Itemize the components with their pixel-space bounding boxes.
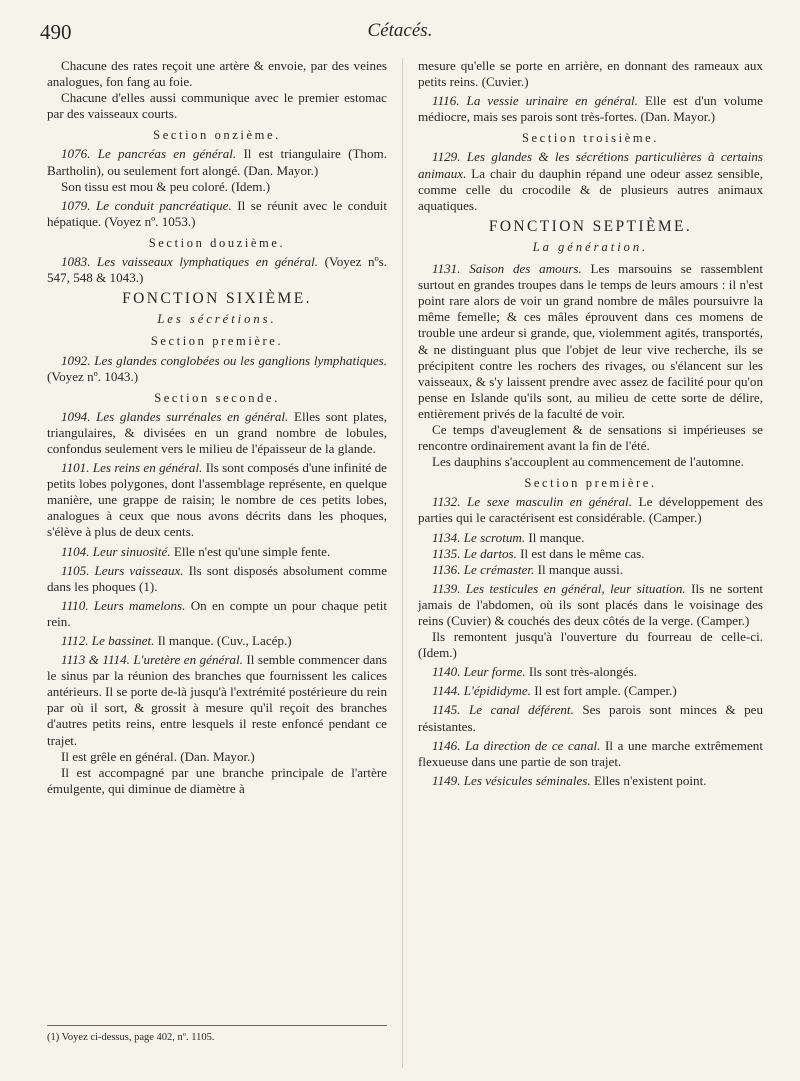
paragraph: Son tissu est mou & peu coloré. (Idem.) — [61, 178, 271, 194]
entry-heading: 1136. Le crémaster. — [432, 561, 535, 577]
entry-1105 — [47, 563, 387, 595]
entry-1135 — [418, 546, 763, 562]
entry-1116 — [418, 93, 763, 125]
paragraph: Les dauphins s'accouplent au commencement de l'automne. — [432, 454, 744, 470]
entry-text: Elle n'est qu'une simple fente. — [170, 543, 331, 559]
entry-1146 — [418, 738, 763, 770]
entry-text: Il est fort ample. (Camper.) — [530, 683, 677, 699]
entry-heading: 1129. Les glandes & les sécrétions particulières à certains animaux. — [418, 149, 763, 181]
entry-1110 — [47, 598, 387, 630]
entry-heading: 1079. Le conduit pancréatique. — [61, 197, 232, 213]
entry-1145 — [418, 702, 763, 734]
entry-heading: 1092. Les glandes conglobées ou les ganglions lymphatiques. — [61, 352, 387, 368]
section-title: Section seconde. — [154, 390, 280, 405]
entry-heading: 1145. Le canal déférent. — [432, 702, 574, 718]
entry-1112 — [47, 633, 387, 649]
entry-text: Le développement des parties qui le caractérisent est considérable. (Camper.) — [418, 494, 764, 526]
paragraph: mesure qu'elle se porte en arrière, en donnant des rameaux aux petits reins. (Cuvier.) — [418, 58, 763, 90]
entry-heading: 1113 & 1114. L'uretère en général. — [61, 652, 243, 668]
entry-1140 — [418, 664, 763, 680]
entry-heading: 1135. Le dartos. — [432, 545, 517, 561]
entry-1129 — [418, 149, 763, 213]
entry-heading: 1116. La vessie urinaire en général. — [432, 93, 638, 109]
entry-1131 — [418, 261, 763, 422]
footnote: (1) Voyez ci-dessus, page 402, nº. 1105. — [47, 1032, 215, 1043]
entry-text: Ils sont composés d'une infinité de petits lobes polygones, dont l'assemblage représente, en quelque manière, une grappe de raisin; le nombre de ces petits lobes, analogues à ceux que nous avons décrits dans les phoques, s'élève à plus de deux cents. — [47, 460, 387, 540]
paragraph: Ce temps d'aveuglement & de sensations si impérieuses se rencontre ordinairement avant la fin de l'été. — [418, 421, 763, 454]
entry-1149 — [418, 773, 763, 789]
entry-1134 — [418, 530, 763, 546]
entry-text: Ils ne sortent jamais de l'abdomen, où ils sont placés dans le voisinage des reins (Cuvier) & couchés des deux côtés de la verge. (Camper.) — [418, 580, 763, 628]
section-title: Section première. — [524, 476, 657, 491]
entry-heading: 1101. Les reins en général. — [61, 460, 203, 476]
entry-heading: 1131. Saison des amours. — [432, 261, 582, 277]
entry-text: La chair du dauphin répand une odeur assez sensible, comme celle du crocodile & de plusieurs autres animaux aquatiques. — [418, 165, 763, 213]
paragraph: Chacune des rates reçoit une artère & envoie, par des veines analogues, fon fang au foie. — [47, 58, 387, 90]
function-subtitle: Les sécrétions. — [157, 312, 277, 327]
right-column — [418, 58, 763, 789]
entry-text: Ils sont disposés absolument comme dans les phoques (1). — [47, 562, 388, 594]
entry-heading: 1105. Leurs vaisseaux. — [61, 562, 184, 578]
entry-heading: 1104. Leur sinuosité. — [61, 543, 171, 559]
entry-1092 — [47, 353, 387, 385]
entry-text: Il manque aussi. — [534, 561, 624, 577]
footnote-rule — [47, 1025, 387, 1026]
entry-text: Il se réunit avec le conduit hépatique. (Voyez nº. 1053.) — [47, 197, 388, 229]
entry-1113 — [47, 652, 387, 749]
entry-text: Il est dans le même cas. — [516, 545, 645, 561]
entry-1139 — [418, 581, 763, 629]
entry-text: Il est triangulaire (Thom. Bartholin), ou seulement fort alongé. (Dan. Mayor.) — [47, 146, 387, 178]
entry-1104 — [47, 544, 387, 560]
function-title: FONCTION SIXIÈME. — [122, 290, 312, 308]
function-title: FONCTION SEPTIÈME. — [488, 217, 693, 235]
entry-text: Elles sont plates, triangulaires, & divisées en un grand nombre de lobules, confondus seulement vers le milieu de l'épaisseur de la glande. — [47, 408, 387, 456]
entry-text: Elle est d'un volume médiocre, mais ses parois sont très-fortes. (Dan. Mayor.) — [418, 93, 763, 125]
entry-heading: 1112. Le bassinet. — [61, 633, 155, 648]
entry-1136 — [418, 562, 763, 578]
entry-1101 — [47, 460, 387, 540]
entry-heading: 1149. Les vésicules séminales. — [432, 772, 591, 788]
entry-heading: 1144. L'épididyme. — [432, 683, 531, 699]
entry-1132 — [418, 494, 763, 526]
section-title: Section première. — [150, 334, 284, 349]
entry-heading: 1132. Le sexe masculin en général. — [432, 494, 632, 510]
entry-heading: 1110. Leurs mamelons. — [61, 597, 186, 613]
paragraph: Ils remontent jusqu'à l'ouverture du fourreau de celle-ci. (Idem.) — [418, 629, 763, 661]
entry-1083 — [47, 254, 387, 286]
entry-text: Elles n'existent point. — [590, 772, 707, 788]
entry-1076 — [47, 146, 387, 178]
running-head: Cétacés. — [367, 20, 433, 41]
section-title: Section troisième. — [521, 131, 660, 146]
entry-1079 — [47, 198, 387, 230]
paragraph: Chacune d'elles aussi communique avec le premier estomac par des vaisseaux courts. — [47, 90, 387, 122]
entry-heading: 1139. Les testicules en général, leur situation. — [432, 580, 686, 596]
paragraph: Il est grêle en général. (Dan. Mayor.) — [61, 748, 255, 764]
column-divider — [402, 58, 403, 1068]
entry-text: Il a une marche extrêmement flexueuse dans une partie de son trajet. — [418, 737, 763, 769]
entry-heading: 1083. Les vaisseaux lymphatiques en général. — [61, 254, 318, 270]
entry-text: On en compte un pour chaque petit rein. — [47, 597, 387, 629]
section-title: Section douzième. — [148, 235, 286, 250]
page-number: 490 — [40, 20, 72, 44]
entry-text: Les marsouins se rassemblent surtout en grandes troupes dans le temps de leurs amours : il n'est point rare alors de voir un grand nombre de mâles poursuivre la même femelle; & ces mâles éprouvent dans ces momens de trouble une ardeur si grande, que, violemment agités, transportés, & ne distinguant plus que l'objet de leur vive recherche, ils se précipitent contre les rochers des rivages, ou s'élancent sur les vaisseaux, & s'y laissent prendre avec assez de facilité pour qu'on pense en Islande qu'ils sont, au milieu de cette sorte de délire, entièrement privés de la faculté de voir. — [418, 261, 763, 421]
entry-text: Ils sont très-alongés. — [525, 664, 637, 680]
entry-1094 — [47, 409, 387, 457]
entry-heading: 1146. La direction de ce canal. — [432, 737, 601, 753]
entry-text: (Voyez nº. 1043.) — [47, 368, 139, 384]
entry-heading: 1076. Le pancréas en général. — [61, 146, 237, 162]
entry-text: Ses parois sont minces & peu résistantes. — [418, 702, 763, 734]
function-subtitle: La génération. — [532, 239, 649, 254]
entry-heading: 1140. Leur forme. — [432, 664, 526, 680]
entry-text: Il manque. (Cuv., Lacép.) — [154, 633, 292, 648]
entry-1144 — [418, 683, 763, 699]
entry-text: (Voyez nºs. 547, 548 & 1043.) — [47, 254, 387, 286]
entry-heading: 1094. Les glandes surrénales en général. — [61, 408, 289, 424]
paragraph: Il est accompagné par une branche principale de l'artère émulgente, qui diminue de diamètre à — [47, 764, 387, 796]
section-title: Section onzième. — [153, 128, 281, 143]
entry-text: Il manque. — [525, 529, 585, 545]
entry-heading: 1134. Le scrotum. — [432, 529, 526, 545]
left-column — [47, 58, 387, 797]
entry-text: Il semble commencer dans le sinus par la réunion des branches que fournissent les calices antérieurs. Il se porte de-là jusqu'à l'extrémité postérieure du rein par où il sort, & grossit à mesure qu'il reçoit des branches d'autres petits reins, entre lesquels il reste enfoncé pendant ce trajet. — [47, 652, 387, 748]
